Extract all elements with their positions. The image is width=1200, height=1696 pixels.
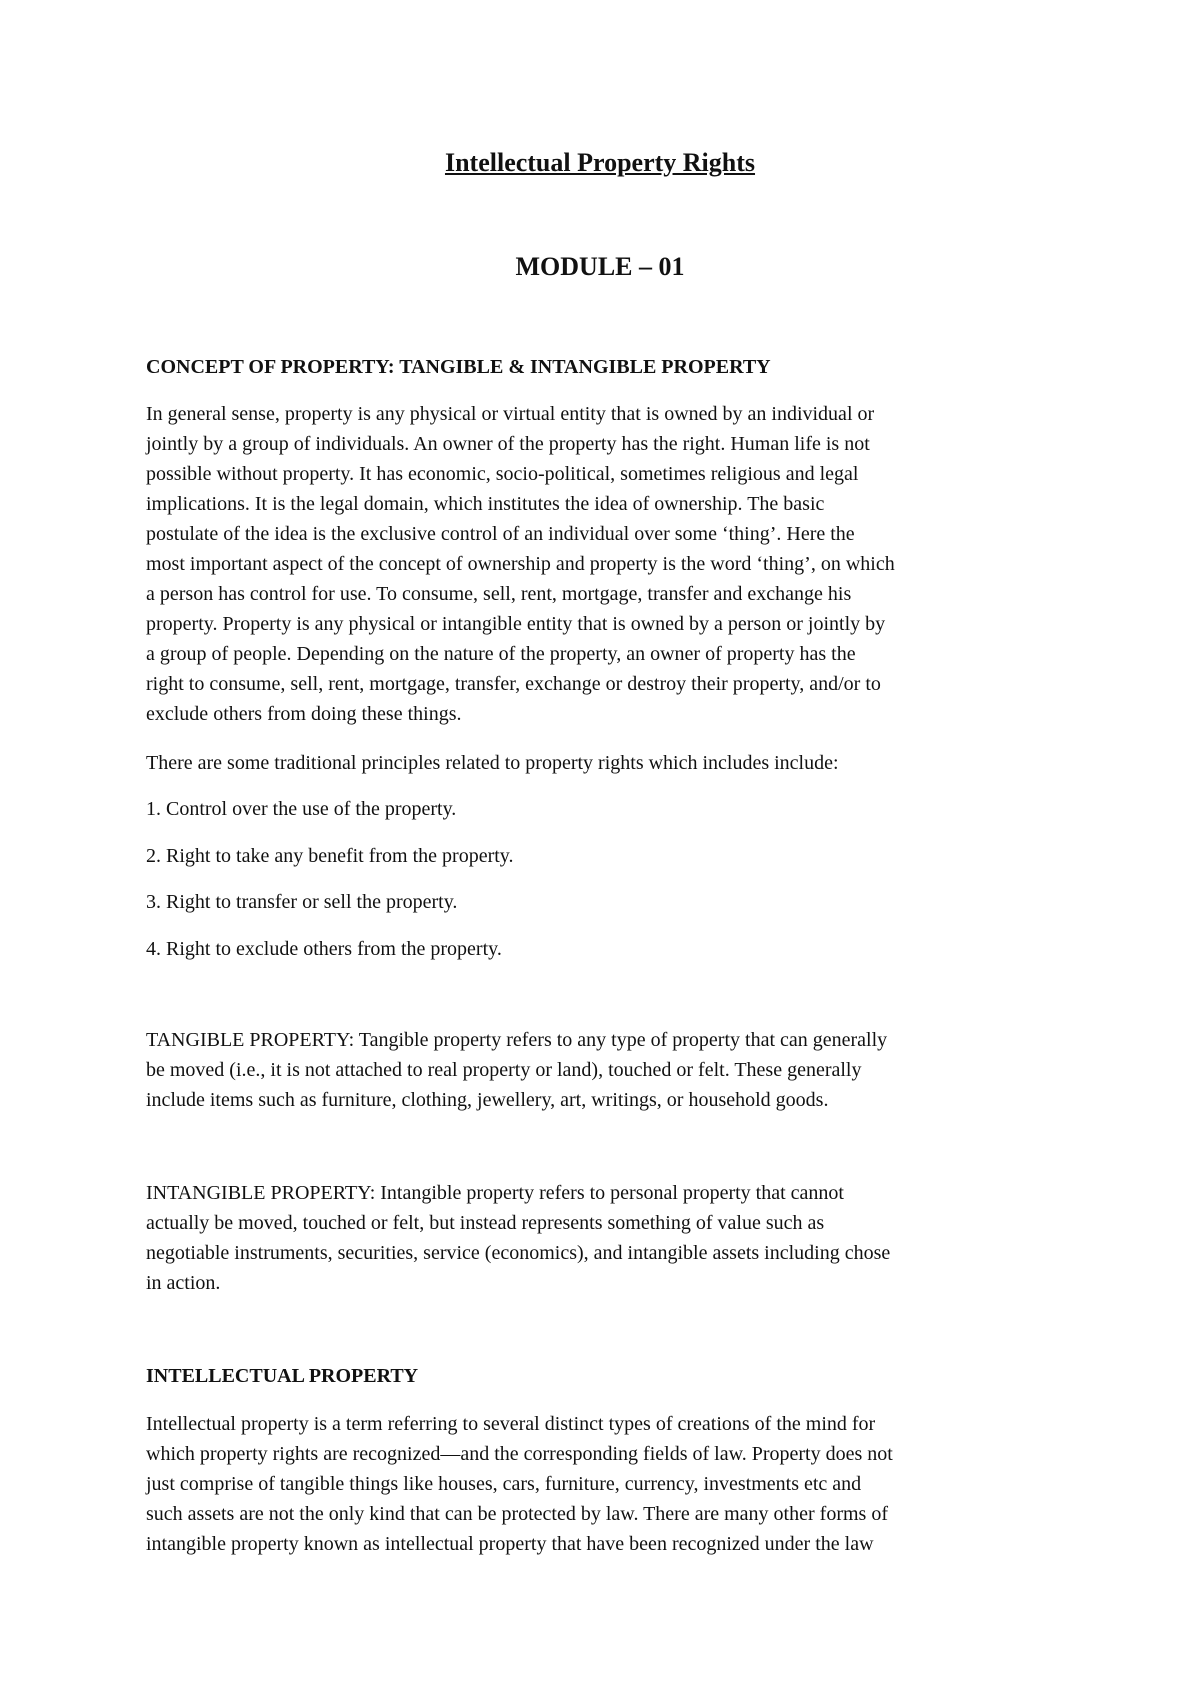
paragraph-tangible-property xyxy=(146,1025,1066,1115)
text-line: in action. xyxy=(146,1272,221,1294)
list-item-principle-1: 1. Control over the use of the property. xyxy=(146,798,457,820)
text-line: right to consume, sell, rent, mortgage, transfer, exchange or destroy their property, and/or to xyxy=(146,673,881,695)
document-title: Intellectual Property Rights xyxy=(444,148,756,177)
list-item-principle-2: 2. Right to take any benefit from the property. xyxy=(146,845,514,867)
section-heading-concept-of-property: CONCEPT OF PROPERTY: TANGIBLE & INTANGIBLE PROPERTY xyxy=(146,356,771,378)
text-line: such assets are not the only kind that can be protected by law. There are many other forms of xyxy=(146,1503,888,1525)
text-line: intangible property known as intellectual property that have been recognized under the law xyxy=(146,1533,874,1555)
text-line: postulate of the idea is the exclusive control of an individual over some ‘thing’. Here the xyxy=(146,523,855,545)
text-line: which property rights are recognized—and the corresponding fields of law. Property does not xyxy=(146,1443,893,1465)
text-line: a person has control for use. To consume, sell, rent, mortgage, transfer and exchange his xyxy=(146,583,852,605)
text-line: most important aspect of the concept of ownership and property is the word ‘thing’, on which xyxy=(146,553,895,575)
text-line: In general sense, property is any physical or virtual entity that is owned by an individual or xyxy=(146,403,875,425)
paragraph-intellectual-property xyxy=(146,1409,1066,1559)
text-line: include items such as furniture, clothing, jewellery, art, writings, or household goods. xyxy=(146,1089,829,1111)
text-line: possible without property. It has economic, socio-political, sometimes religious and legal xyxy=(146,463,859,485)
module-title: MODULE – 01 xyxy=(515,252,685,281)
section-heading-intellectual-property: INTELLECTUAL PROPERTY xyxy=(146,1365,419,1387)
text-line: implications. It is the legal domain, which institutes the idea of ownership. The basic xyxy=(146,493,825,515)
paragraph-property-definition xyxy=(146,399,1066,729)
text-line: negotiable instruments, securities, service (economics), and intangible assets including chose xyxy=(146,1242,891,1264)
text-line: Intellectual property is a term referring to several distinct types of creations of the mind for xyxy=(146,1413,876,1435)
list-item-principle-3: 3. Right to transfer or sell the property. xyxy=(146,891,458,913)
text-line: property. Property is any physical or intangible entity that is owned by a person or jointly by xyxy=(146,613,886,635)
text-line: jointly by a group of individuals. An owner of the property has the right. Human life is not xyxy=(146,433,870,455)
text-line: actually be moved, touched or felt, but instead represents something of value such as xyxy=(146,1212,825,1234)
text-line: a group of people. Depending on the nature of the property, an owner of property has the xyxy=(146,643,856,665)
text-line: exclude others from doing these things. xyxy=(146,703,462,725)
list-item-principle-4: 4. Right to exclude others from the property. xyxy=(146,938,502,960)
paragraph-principles-intro: There are some traditional principles related to property rights which includes include: xyxy=(146,752,839,774)
text-line: TANGIBLE PROPERTY: Tangible property refers to any type of property that can generally xyxy=(146,1029,888,1051)
text-line: be moved (i.e., it is not attached to real property or land), touched or felt. These generally xyxy=(146,1059,862,1081)
paragraph-intangible-property xyxy=(146,1178,1066,1298)
text-line: just comprise of tangible things like houses, cars, furniture, currency, investments etc and xyxy=(146,1473,862,1495)
text-line: INTANGIBLE PROPERTY: Intangible property refers to personal property that cannot xyxy=(146,1182,844,1204)
